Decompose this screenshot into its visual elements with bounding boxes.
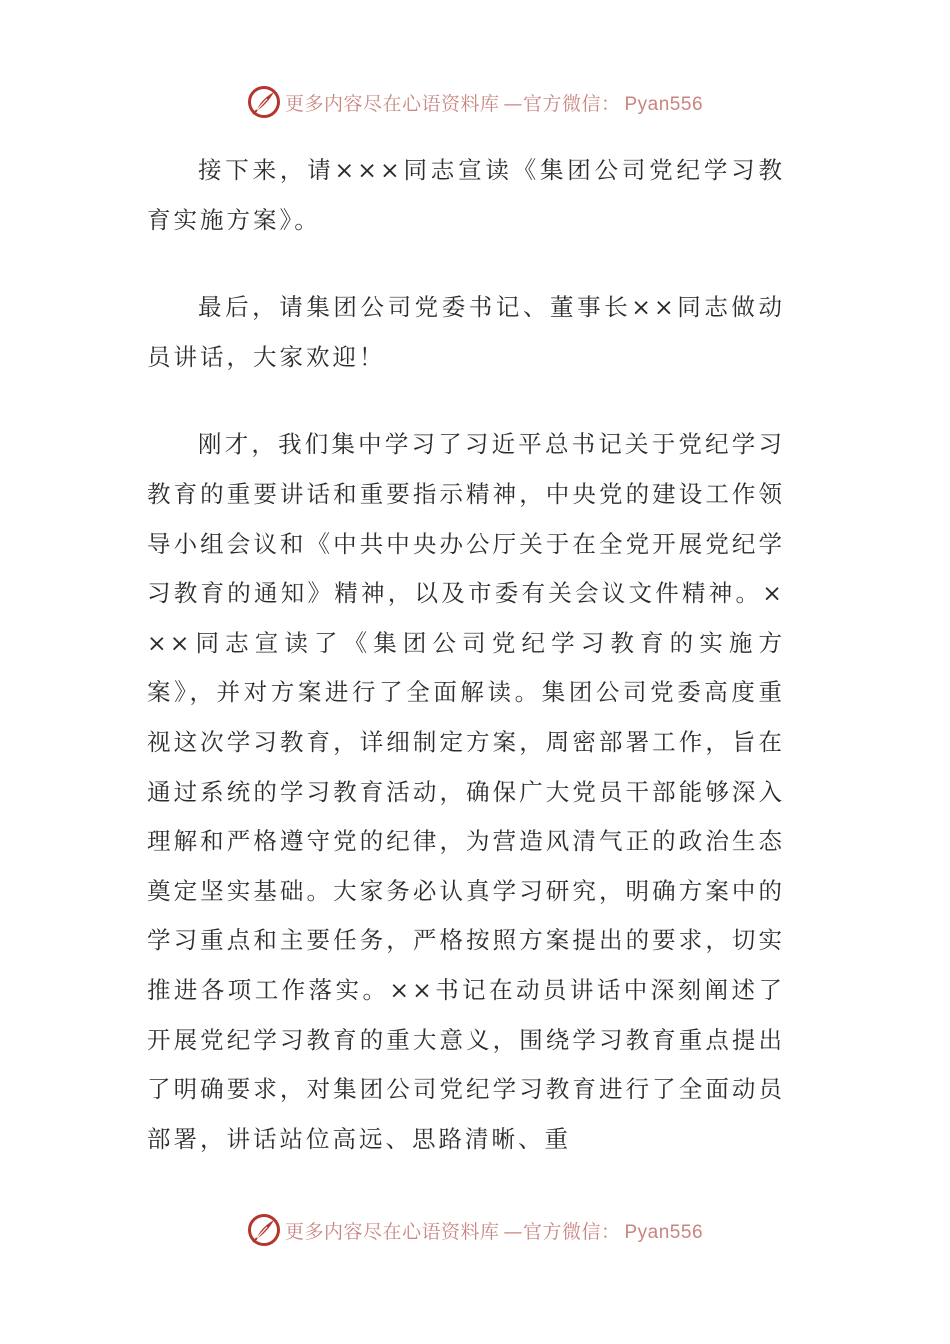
banner-wechat-id: Pyan556 [624, 1221, 704, 1243]
quill-logo-icon [247, 85, 281, 119]
banner-wechat-label: —官方微信： [503, 1220, 621, 1243]
banner-brand: 更多内容尽在心语资料库 [284, 92, 500, 115]
paragraph-3: 刚才，我们集中学习了习近平总书记关于党纪学习教育的重要讲话和重要指示精神，中央党的建设工作领导小组会议和《中共中央办公厅关于在全党开展党纪学习教育的通知》精神，以及市委有关会议文件精神。×××同志宣读了《集团公司党纪学习教育的实施方案》，并对方案进行了全面解读。集团公司党委高度重视这次学习教育，详细制定方案，周密部署工作，旨在通过系统的学习教育活动，确保广大党员干部能够深入理解和严格遵守党的纪律，为营造风清气正的政治生态奠定坚实基础。大家务必认真学习研究，明确方案中的学习重点和主要任务，严格按照方案提出的要求，切实推进各项工作落实。××书记在动员讲话中深刻阐述了开展党纪学习教育的重大意义，围绕学习教育重点提出了明确要求，对集团公司党纪学习教育进行了全面动员部署，讲话站位高远、思路清晰、重 [147, 430, 785, 1153]
paragraph-2: 最后，请集团公司党委书记、董事长××同志做动员讲话，大家欢迎！ [147, 293, 785, 371]
banner-brand: 更多内容尽在心语资料库 [284, 1220, 500, 1243]
footer-banner [0, 1210, 950, 1250]
banner-wechat-id: Pyan556 [624, 93, 704, 115]
header-banner [0, 82, 950, 122]
document-body [147, 146, 785, 1164]
banner-wechat-label: —官方微信： [503, 92, 621, 115]
quill-logo-icon [247, 1213, 281, 1247]
paragraph-1: 接下来，请×××同志宣读《集团公司党纪学习教育实施方案》。 [147, 156, 785, 234]
